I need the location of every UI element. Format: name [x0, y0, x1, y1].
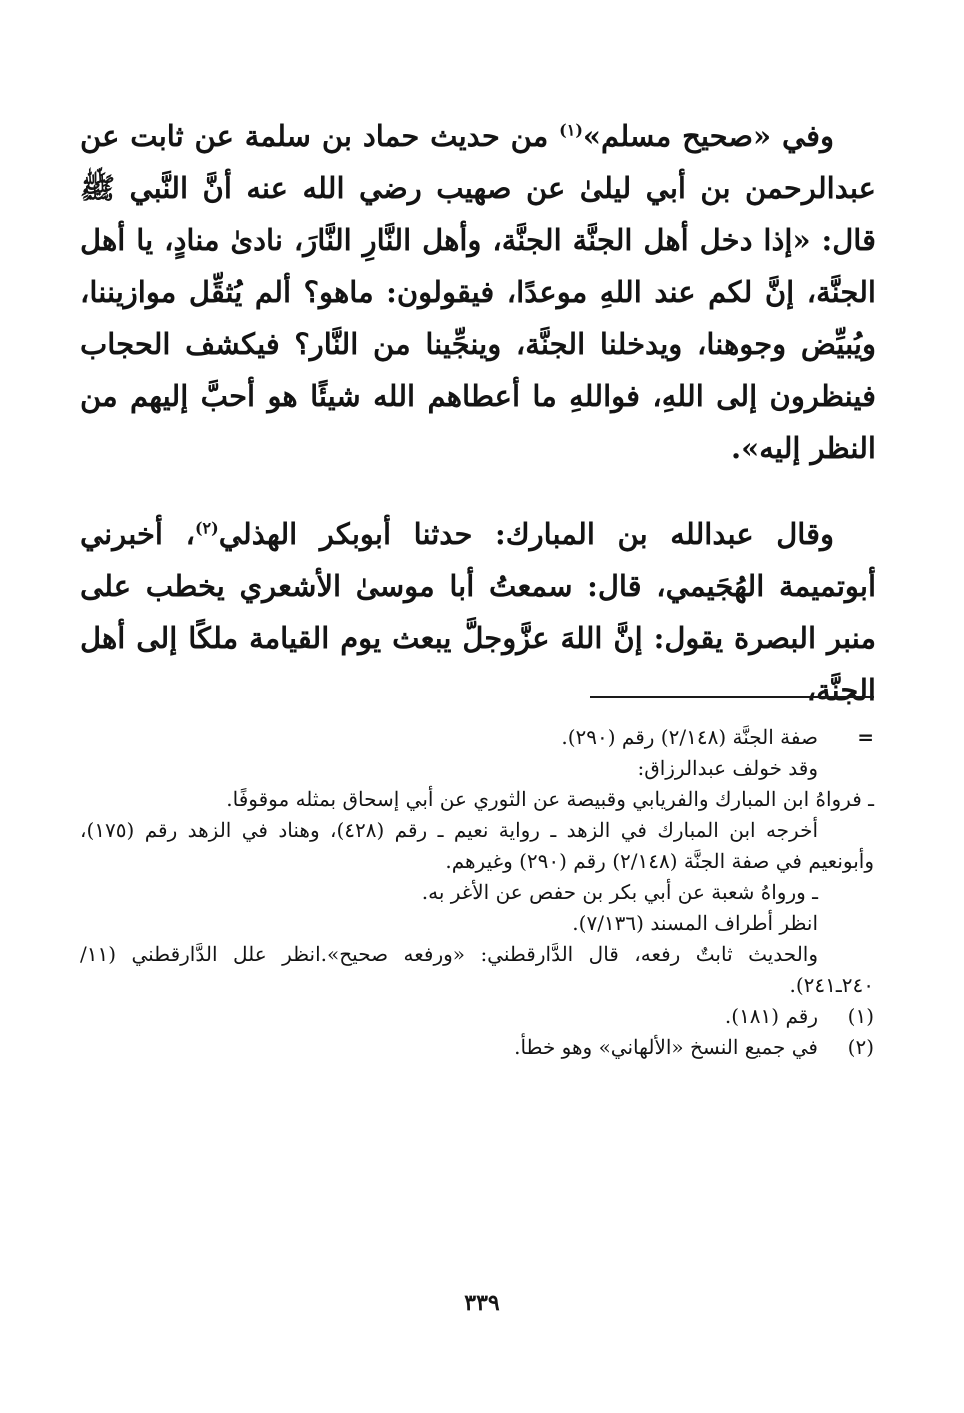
footnote-ref-2[interactable]: (٢): [194, 518, 219, 538]
page-number: ٣٣٩: [464, 1290, 500, 1316]
paragraph-1-body: من حديث حماد بن سلمة عن ثابت عن عبدالرحمن بن أبي ليلىٰ عن صهيب رضي الله عنه أنَّ النَّبي ﷺ قال: «إذا دخل أهل الجنَّة الجنَّة، وأهل النَّارِ النَّارَ، نادىٰ منادٍ، يا أهل الجنَّة، إنَّ لكم عند اللهِ موعدًا، فيقولون: ماهو؟ ألم يُثقِّل موازيننا، ويُبيِّض وجوهنا، ويدخلنا الجنَّة، وينجِّينا من النَّار؟ فيكشف الحجاب فينظرون إلى اللهِ، فواللهِ ما أعطاهم الله شيئًا هو أحبَّ إليهم من النظر إليه».: [80, 119, 876, 465]
paragraph-2-opening: وقال عبدالله بن المبارك: حدثنا أبوبكر الهذلي: [218, 517, 835, 551]
footnote-separator: [590, 696, 874, 698]
paragraph-1-opening: وفي «صحيح مسلم»: [582, 119, 835, 153]
footnote-ref-1[interactable]: (١): [559, 120, 583, 140]
footnote-2-text: في جميع النسخ «الألهاني» وهو خطأ.: [514, 1035, 818, 1059]
footnote-1-number: (١): [847, 1004, 874, 1028]
footnote-continued-text: صفة الجنَّة (٢/١٤٨) رقم (٢٩٠).: [561, 725, 818, 749]
footnote-continued-line: أخرجه ابن المبارك في الزهد ـ رواية نعيم ـ رقم (٤٢٨)، وهناد في الزهد رقم (١٧٥)، وأبونعيم في صفة الجنَّة (٢/١٤٨) رقم (٢٩٠) وغيرهم.: [80, 818, 874, 873]
footnotes-section: [80, 722, 874, 1063]
paragraph-ibn-mubarak: [80, 508, 876, 716]
footnote-continued-line: ـ فرواهُ ابن المبارك والفريابي وقبيصة عن الثوري عن أبي إسحاق بمثله موقوفًا.: [226, 787, 874, 811]
footnote-1-text: رقم (١٨١).: [724, 1004, 818, 1028]
footnote-continued-line: [80, 722, 874, 753]
footnote-continued-line: انظر أطراف المسند (٧/١٣٦).: [572, 911, 818, 935]
footnote-continued-line: ـ ورواهُ شعبة عن أبي بكر بن حفص عن الأغر به.: [421, 880, 818, 904]
footnote-continued-line: والحديث ثابتٌ رفعه، قال الدَّارقطني: «ورفعه صحيح».انظر علل الدَّارقطني (١١/ ٢٤٠ـ٢٤١).: [80, 942, 874, 997]
continuation-mark: =: [857, 725, 874, 749]
paragraph-2-body: ، أخبرني أبوتميمة الهُجَيمي، قال: سمعتُ أبا موسىٰ الأشعري يخطب على منبر البصرة يقول: إنَّ اللهَ عزَّوجلَّ يبعث يوم القيامة ملكًا إلى أهل الجنَّة،: [80, 517, 876, 707]
paragraph-hadith-muslim: [80, 110, 876, 474]
footnote-1: [80, 1001, 874, 1032]
main-text: [80, 110, 876, 716]
footnote-continued-line: وقد خولف عبدالرزاق:: [637, 756, 818, 780]
footnote-2-number: (٢): [847, 1035, 874, 1059]
footnote-2: [80, 1032, 874, 1063]
